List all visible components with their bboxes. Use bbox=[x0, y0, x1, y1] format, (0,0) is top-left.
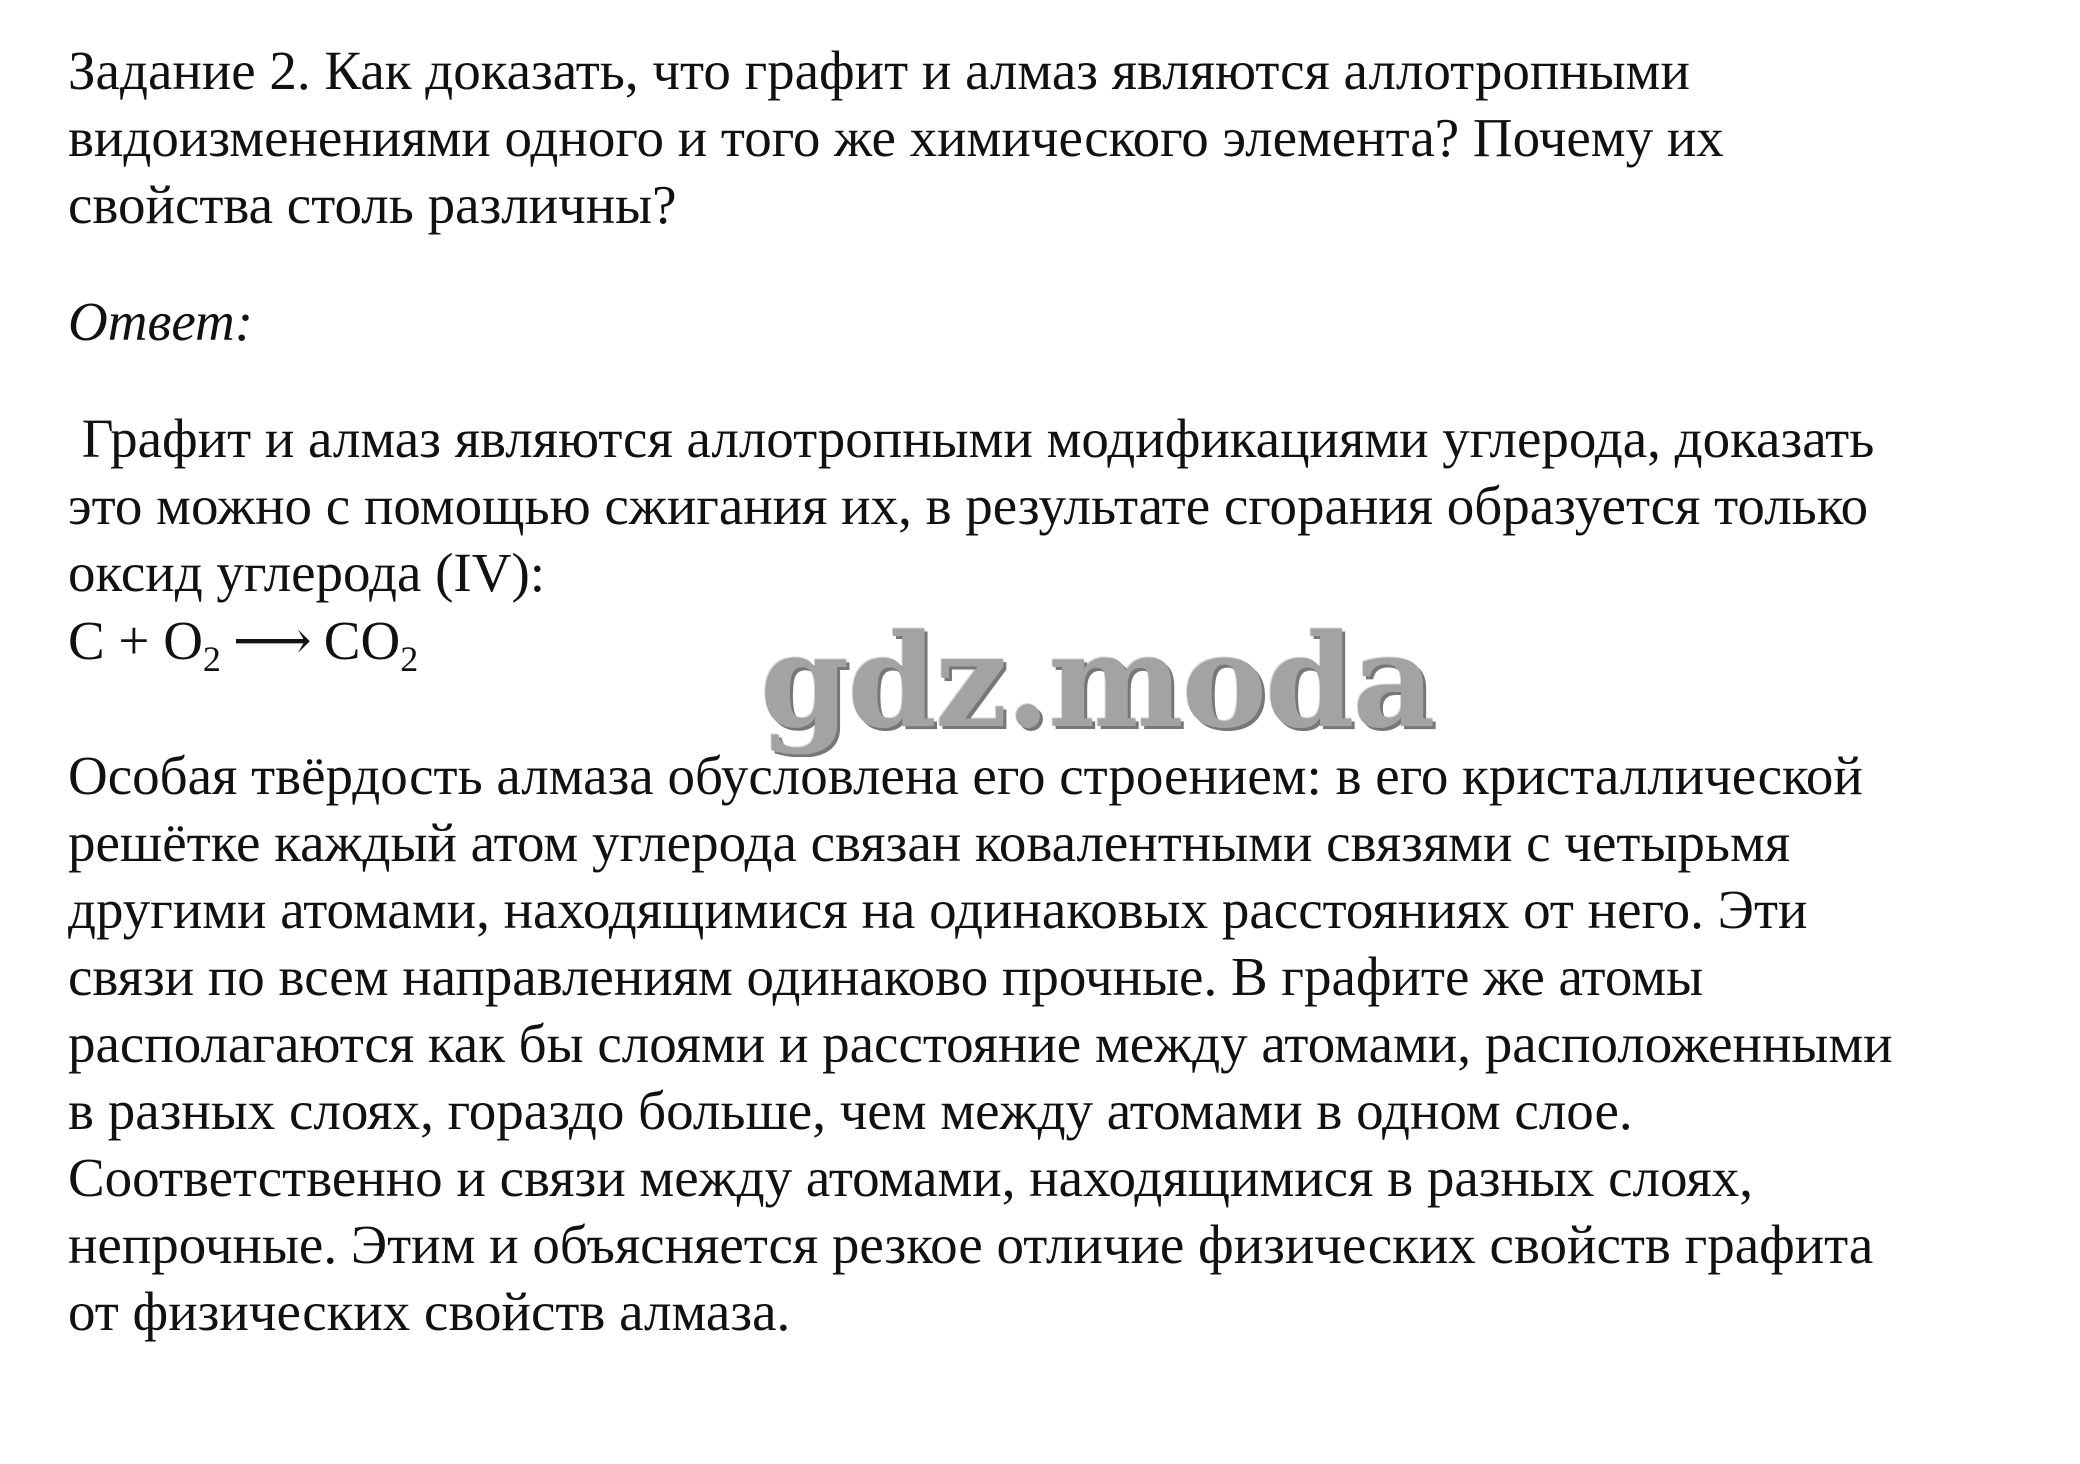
explanation-line: непрочные. Этим и объясняется резкое отличие физических свойств графита bbox=[68, 1214, 1874, 1275]
equation-reactants: C + O bbox=[68, 610, 203, 671]
equation-product: CO bbox=[323, 610, 401, 671]
explanation-line: Соответственно и связи между атомами, находящимися в разных слоях, bbox=[68, 1147, 1753, 1208]
explanation-line: другими атомами, находящимися на одинаковых расстояниях от него. Эти bbox=[68, 879, 1808, 940]
question-line: видоизменениями одного и того же химического элемента? Почему их bbox=[68, 107, 1724, 168]
explanation-line: Особая твёрдость алмаза обусловлена его строением: в его кристаллической bbox=[68, 745, 1863, 806]
question-line: свойства столь различны? bbox=[68, 174, 677, 235]
explanation-line: располагаются как бы слоями и расстояние между атомами, расположенными bbox=[68, 1013, 1893, 1074]
question-text bbox=[68, 37, 2048, 238]
explanation-line: от физических свойств алмаза. bbox=[68, 1281, 791, 1342]
reaction-arrow-icon: ⟶ bbox=[232, 610, 312, 671]
explanation-line: в разных слоях, гораздо больше, чем между атомами в одном слое. bbox=[68, 1080, 1633, 1141]
explanation-line: решётке каждый атом углерода связан ковалентными связями с четырьмя bbox=[68, 812, 1791, 873]
explanation-text bbox=[68, 742, 2048, 1345]
question-line: Задание 2. Как доказать, что графит и алмаз являются аллотропными bbox=[68, 40, 1690, 101]
answer-intro-line: Графит и алмаз являются аллотропными модификациями углерода, доказать bbox=[68, 408, 1875, 469]
watermark-logo: gdz.moda bbox=[760, 607, 1434, 757]
answer-intro-line: это можно с помощью сжигания их, в результате сгорания образуется только bbox=[68, 475, 1869, 536]
equation-reactant-subscript: 2 bbox=[202, 639, 221, 679]
answer-intro-line: оксид углерода (IV): bbox=[68, 542, 546, 603]
equation-product-subscript: 2 bbox=[400, 639, 419, 679]
explanation-line: связи по всем направлениям одинаково прочные. В графите же атомы bbox=[68, 946, 1704, 1007]
answer-label: Ответ: bbox=[68, 291, 254, 352]
answer-intro bbox=[68, 405, 2048, 606]
